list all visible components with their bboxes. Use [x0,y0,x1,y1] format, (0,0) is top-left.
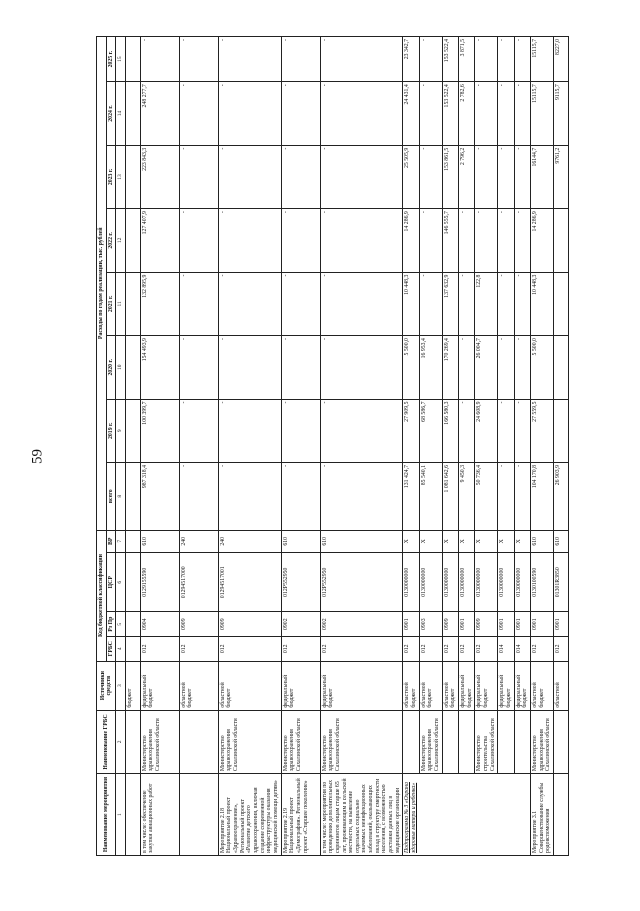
grbs-name-cell: Министерство здравоохранения Сахалинской области [419,710,442,773]
code-cell: 610 [281,530,320,553]
table-row [218,37,281,856]
code-cell: 0901 [514,612,530,637]
header-year: 2021 г. [106,272,116,335]
code-cell: 0903 [419,612,442,637]
table-row [281,37,320,856]
amount-cell: - [179,399,218,462]
code-cell: 012Р552950 [281,553,320,612]
amount-cell [553,399,568,462]
amount-cell: 5 500,0 [403,336,419,399]
source-cell: федеральный бюджет [320,661,403,710]
amount-cell: 122,8 [475,272,498,335]
code-cell: 01294517001 [218,553,281,612]
code-cell: 012 [442,636,458,661]
amount-cell: 8227,0 [553,37,568,82]
amount-cell: - [281,145,320,208]
code-cell: 0901 [530,612,553,637]
code-cell: 012 [218,636,281,661]
amount-cell: 153 861,5 [442,145,458,208]
header-kbk: Код бюджетной классификации [97,530,107,661]
amount-cell: - [459,272,475,335]
amount-cell: 146 555,7 [442,209,458,272]
amount-cell: 68 586,7 [419,399,442,462]
amount-cell: - [419,272,442,335]
header-sources: Источники средств [97,661,116,710]
amount-cell: 5 500,0 [530,336,553,399]
amount-cell: - [320,336,403,399]
code-cell: Х [459,530,475,553]
header-year: 2023 г. [106,145,116,208]
code-cell: 0901 [403,612,419,637]
header-grbs: ГРБС [106,636,116,661]
amount-cell: 24 431,4 [403,82,419,145]
code-cell: Х [514,530,530,553]
table-row [320,37,403,856]
source-cell: областной бюджет [179,661,218,710]
amount-cell: - [459,399,475,462]
code-cell: 610 [320,530,403,553]
col-index: 5 [116,612,125,637]
amount-cell: - [498,272,514,335]
amount-cell: - [179,336,218,399]
event-cell: в том числе: обеспечение закупки авиационных работ [140,774,179,856]
header-year: 2025 г. [106,37,116,82]
amount-cell: 170 269,4 [442,336,458,399]
code-cell: 014 [498,636,514,661]
grbs-name-cell: Министерство здравоохранения Сахалинской области [530,710,553,773]
amount-cell: 100 399,7 [140,399,179,462]
amount-cell: - [320,462,403,530]
table-row [419,37,442,856]
amount-cell: - [475,37,498,82]
code-cell: 01301R3850 [553,553,568,612]
amount-cell: 1 081 642,6 [442,462,458,530]
page-number: 59 [29,449,46,464]
amount-cell: - [320,145,403,208]
amount-cell: - [498,209,514,272]
code-cell: 0130000000 [498,553,514,612]
amount-cell: - [179,272,218,335]
amount-cell: - [281,82,320,145]
amount-cell: - [320,82,403,145]
amount-cell [125,145,140,208]
source-cell: областной бюджет [419,661,442,710]
code-cell: 0902 [281,612,320,637]
amount-cell: 23 342,7 [403,37,419,82]
col-index: 8 [116,462,125,530]
amount-cell: - [218,82,281,145]
amount-cell: - [179,209,218,272]
amount-cell [125,272,140,335]
source-cell: федеральный бюджет [459,661,475,710]
amount-cell: - [419,37,442,82]
code-cell: 0130000000 [419,553,442,612]
code-cell: 0130000000 [475,553,498,612]
code-cell: 014 [514,636,530,661]
amount-cell: 987 318,4 [140,462,179,530]
amount-cell: 137 632,9 [442,272,458,335]
event-cell: в том числе: мероприятия по проведению дополнительных скринингов лицам старше 65 лет, проживающим в сельской местности, на выявление отдельных социально значимых неинфекционных заболеваний, оказывающих вклад в структуру смертности населения, с возможностью доставки данных лиц в медицинские организации [320,774,403,856]
source-cell: федеральный бюджет [475,661,498,710]
source-cell: областной бюджет [442,661,458,710]
amount-cell: - [498,37,514,82]
amount-cell: - [281,272,320,335]
amount-cell [553,272,568,335]
code-cell: 012 [530,636,553,661]
code-cell: 0901 [498,612,514,637]
amount-cell: 85 540,1 [419,462,442,530]
code-cell: 012 [459,636,475,661]
code-cell: 012 [403,636,419,661]
col-index: 3 [116,661,125,710]
amount-cell: - [320,209,403,272]
amount-cell: 2 796,2 [459,145,475,208]
amount-cell: - [498,82,514,145]
amount-cell: - [475,145,498,208]
amount-cell: - [281,399,320,462]
amount-cell: - [514,209,530,272]
code-cell: 01294517000 [179,553,218,612]
amount-cell: - [514,336,530,399]
code-cell: 240 [179,530,218,553]
col-index: 1 [116,774,125,856]
amount-cell: - [419,209,442,272]
event-cell: Мероприятие 2.18 Национальный проект «Здравоохранение», Региональный проект «Развитие детского здравоохранения, включая создание современной инфраструктуры оказания медицинской помощи детям» [218,774,281,856]
amount-cell: - [475,82,498,145]
amount-cell: 9761,2 [553,145,568,208]
amount-cell: 25 505,9 [403,145,419,208]
grbs-name-cell: Министерство здравоохранения Сахалинской области [140,710,179,773]
amount-cell: 14 286,9 [403,209,419,272]
col-index: 4 [116,636,125,661]
amount-cell: - [419,82,442,145]
amount-cell: 16144,7 [530,145,553,208]
col-index: 15 [116,37,125,82]
header-total: всего [106,462,116,530]
amount-cell: - [218,462,281,530]
table-row [442,37,458,856]
code-cell: 0909 [442,612,458,637]
col-index: 7 [116,530,125,553]
col-index: 14 [116,82,125,145]
grbs-name-cell [403,710,419,773]
source-cell: областной бюджет [403,661,419,710]
source-cell: областной [553,661,568,710]
code-cell: 240 [218,530,281,553]
grbs-name-cell: Министерство здравоохранения Сахалинской области [218,710,281,773]
header-year: 2019 г. [106,399,116,462]
table-row [530,37,553,856]
table-row [125,37,140,856]
code-cell: 012 [140,636,179,661]
table-row [475,37,498,856]
grbs-name-cell [498,710,514,773]
column-index-row [116,37,125,856]
col-index: 9 [116,399,125,462]
amount-cell: - [281,37,320,82]
source-cell: областной бюджет [530,661,553,710]
amount-cell [125,462,140,530]
amount-cell: 9 450,3 [459,462,475,530]
col-index: 11 [116,272,125,335]
amount-cell: 14 286,9 [530,209,553,272]
code-cell: 0130000000 [514,553,530,612]
amount-cell: - [218,336,281,399]
amount-cell: 127 407,9 [140,209,179,272]
source-cell: федеральный бюджет [498,661,514,710]
event-cell: Подпрограмма № 3 «Охрана здоровья матери и ребенка» [403,774,531,856]
amount-cell: - [179,37,218,82]
amount-cell: - [320,399,403,462]
code-cell: 0130000000 [459,553,475,612]
table-row [498,37,514,856]
amount-cell [125,336,140,399]
code-cell: 0909 [475,612,498,637]
code-cell: 012Р552950 [320,553,403,612]
code-cell: 012 [475,636,498,661]
amount-cell: - [218,272,281,335]
source-cell: федеральный бюджет [514,661,530,710]
code-cell: 0130100590 [530,553,553,612]
amount-cell [125,399,140,462]
code-cell: 0130000000 [403,553,419,612]
amount-cell: - [179,82,218,145]
budget-table [96,36,569,856]
grbs-name-cell [459,710,475,773]
code-cell [125,636,140,661]
amount-cell [553,336,568,399]
table-row [553,37,568,856]
grbs-name-cell [179,710,218,773]
amount-cell: 26 004,7 [475,336,498,399]
amount-cell: 9115,7 [553,82,568,145]
amount-cell [125,82,140,145]
amount-cell [125,209,140,272]
header-rzpr: Рз Пр [106,612,116,637]
amount-cell: - [179,145,218,208]
amount-cell: 104 170,8 [530,462,553,530]
amount-cell: - [320,272,403,335]
amount-cell: - [218,145,281,208]
amount-cell [553,209,568,272]
code-cell [125,553,140,612]
code-cell: Х [403,530,419,553]
amount-cell: - [320,37,403,82]
header-year: 2022 г. [106,209,116,272]
source-cell: федеральный бюджет [281,661,320,710]
grbs-name-cell [553,710,568,773]
amount-cell: 15115,7 [530,82,553,145]
code-cell: 0904 [140,612,179,637]
code-cell: Х [475,530,498,553]
amount-cell: - [514,272,530,335]
rotated-budget-table [96,36,640,856]
grbs-name-cell [514,710,530,773]
header-event: Наименование мероприятия [97,774,116,856]
grbs-name-cell: Министерство здравоохранения Сахалинской области [281,710,320,773]
col-index: 2 [116,710,125,773]
event-cell [125,774,140,856]
amount-cell: 27 909,5 [403,399,419,462]
code-cell: 012 [281,636,320,661]
amount-cell: 10 448,3 [530,272,553,335]
amount-cell: - [218,37,281,82]
amount-cell: - [514,399,530,462]
amount-cell: - [498,145,514,208]
source-cell: областной бюджет [218,661,281,710]
amount-cell: 16 953,4 [419,336,442,399]
amount-cell: 166 580,3 [442,399,458,462]
amount-cell: 131 424,7 [403,462,419,530]
code-cell: Х [419,530,442,553]
amount-cell: - [498,462,514,530]
amount-cell: 24 608,9 [475,399,498,462]
code-cell: Х [498,530,514,553]
col-index: 10 [116,336,125,399]
amount-cell: - [514,37,530,82]
table-row [179,37,218,856]
amount-cell: 223 843,3 [140,145,179,208]
col-index: 13 [116,145,125,208]
table-row [459,37,475,856]
code-cell: 610 [553,530,568,553]
amount-cell: 153 522,4 [442,82,458,145]
code-cell: 0901 [553,612,568,637]
source-cell: бюджет [125,661,140,710]
grbs-name-cell [125,710,140,773]
code-cell: 610 [530,530,553,553]
code-cell: 0901 [459,612,475,637]
amount-cell: 248 277,7 [140,82,179,145]
code-cell: 0909 [218,612,281,637]
amount-cell: - [459,209,475,272]
amount-cell: 10 448,3 [403,272,419,335]
grbs-name-cell: Министерство строительства Сахалинской области [475,710,498,773]
event-cell [179,774,218,856]
amount-cell: 27 559,5 [530,399,553,462]
grbs-name-cell [442,710,458,773]
table-row [140,37,179,856]
code-cell: 0130000000 [442,553,458,612]
table-row [403,37,419,856]
grbs-name-cell: Министерство здравоохранения Сахалинской области [320,710,403,773]
amount-cell: - [514,145,530,208]
header-year: 2024 г. [106,82,116,145]
amount-cell: - [514,462,530,530]
amount-cell: - [281,336,320,399]
amount-cell: - [498,336,514,399]
amount-cell: 50 736,4 [475,462,498,530]
event-cell: Мероприятие 3.1 Совершенствование службы родовспоможения [530,774,553,856]
event-cell [553,774,568,856]
amount-cell: 2 782,6 [459,82,475,145]
amount-cell: - [498,399,514,462]
col-index: 12 [116,209,125,272]
code-cell: 0129155590 [140,553,179,612]
code-cell [125,530,140,553]
amount-cell: - [419,145,442,208]
code-cell: 610 [140,530,179,553]
header-csr: ЦСР [106,553,116,612]
amount-cell: - [281,209,320,272]
amount-cell: 153 522,4 [442,37,458,82]
amount-cell: - [140,37,179,82]
amount-cell: - [281,462,320,530]
amount-cell [125,37,140,82]
amount-cell: 132 895,9 [140,272,179,335]
amount-cell: - [475,209,498,272]
amount-cell: 154 493,9 [140,336,179,399]
amount-cell: - [218,399,281,462]
amount-cell: 3 871,5 [459,37,475,82]
amount-cell: - [179,462,218,530]
code-cell [125,612,140,637]
header-vr: ВР [106,530,116,553]
code-cell: Х [442,530,458,553]
header-expenses: Расходы по годам реализации, тыс. рублей [97,37,107,531]
col-index: 6 [116,553,125,612]
code-cell: 012 [553,636,568,661]
code-cell: 0909 [179,612,218,637]
event-cell: Мероприятие 2.19 Национальный проект «Демография». Региональный проект «Старшее поколение» [281,774,320,856]
header-year: 2020 г. [106,336,116,399]
amount-cell: 26 903,9 [553,462,568,530]
amount-cell: - [218,209,281,272]
header-grbs-name: Наименование ГРБС [97,710,116,773]
table-row [514,37,530,856]
code-cell: 012 [320,636,403,661]
amount-cell: 15115,7 [530,37,553,82]
source-cell: федеральный бюджет [140,661,179,710]
code-cell: 012 [419,636,442,661]
code-cell: 0902 [320,612,403,637]
amount-cell: - [514,82,530,145]
code-cell: 012 [179,636,218,661]
amount-cell: - [459,336,475,399]
